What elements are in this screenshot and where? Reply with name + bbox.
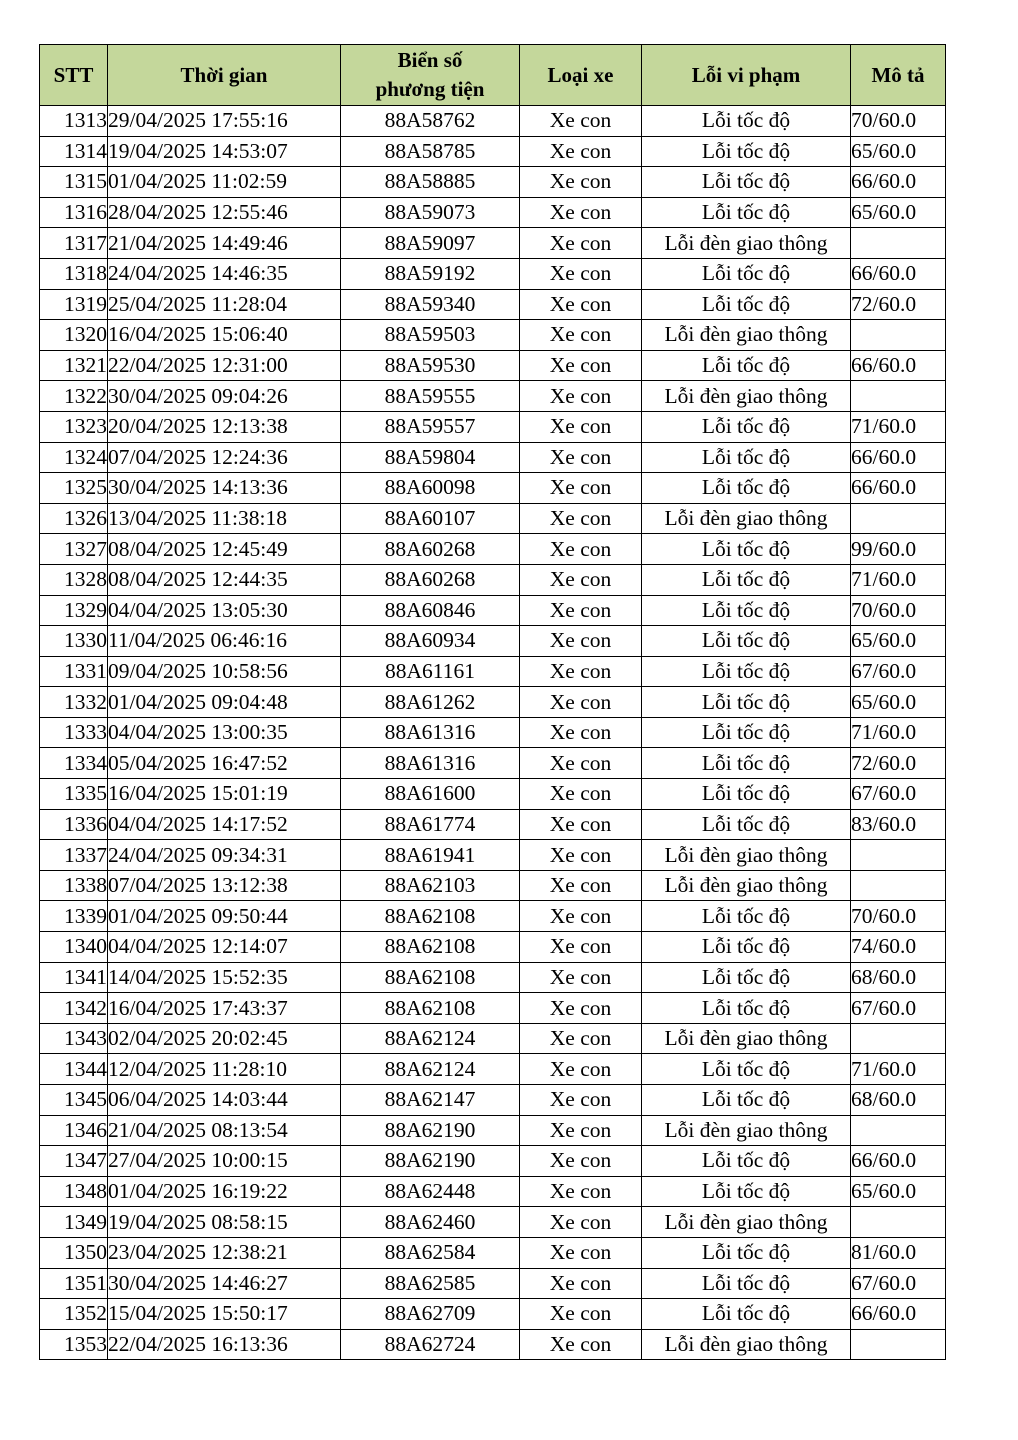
cell-time: 02/04/2025 20:02:45 <box>108 1023 341 1054</box>
table-row <box>40 442 946 473</box>
cell-stt: 1342 <box>40 993 108 1024</box>
cell-time: 09/04/2025 10:58:56 <box>108 656 341 687</box>
cell-violation: Lỗi đèn giao thông <box>642 228 851 259</box>
cell-description: 74/60.0 <box>851 932 946 963</box>
table-row <box>40 1237 946 1268</box>
cell-time: 05/04/2025 16:47:52 <box>108 748 341 779</box>
table-row <box>40 687 946 718</box>
cell-plate: 88A59503 <box>341 320 520 351</box>
cell-plate: 88A62709 <box>341 1299 520 1330</box>
cell-vehicle-type: Xe con <box>520 534 642 565</box>
cell-vehicle-type: Xe con <box>520 1299 642 1330</box>
cell-stt: 1334 <box>40 748 108 779</box>
cell-plate: 88A58885 <box>341 167 520 198</box>
cell-stt: 1316 <box>40 197 108 228</box>
cell-violation: Lỗi đèn giao thông <box>642 1023 851 1054</box>
cell-time: 25/04/2025 11:28:04 <box>108 289 341 320</box>
cell-description: 72/60.0 <box>851 748 946 779</box>
cell-vehicle-type: Xe con <box>520 258 642 289</box>
cell-violation: Lỗi tốc độ <box>642 687 851 718</box>
cell-description <box>851 320 946 351</box>
table-row <box>40 258 946 289</box>
table-row <box>40 1299 946 1330</box>
cell-vehicle-type: Xe con <box>520 595 642 626</box>
cell-violation: Lỗi đèn giao thông <box>642 1207 851 1238</box>
cell-violation: Lỗi tốc độ <box>642 1299 851 1330</box>
cell-description <box>851 1023 946 1054</box>
table-row <box>40 1085 946 1116</box>
cell-description: 70/60.0 <box>851 901 946 932</box>
table-row <box>40 962 946 993</box>
cell-vehicle-type: Xe con <box>520 1085 642 1116</box>
cell-violation: Lỗi đèn giao thông <box>642 870 851 901</box>
cell-description <box>851 840 946 871</box>
cell-plate: 88A62190 <box>341 1115 520 1146</box>
cell-stt: 1331 <box>40 656 108 687</box>
cell-stt: 1341 <box>40 962 108 993</box>
table-row <box>40 1146 946 1177</box>
cell-time: 24/04/2025 09:34:31 <box>108 840 341 871</box>
table-row <box>40 932 946 963</box>
cell-plate: 88A59073 <box>341 197 520 228</box>
cell-plate: 88A62108 <box>341 993 520 1024</box>
cell-description: 67/60.0 <box>851 656 946 687</box>
cell-plate: 88A61316 <box>341 748 520 779</box>
header-plate-line1: Biển số <box>397 48 463 72</box>
cell-time: 11/04/2025 06:46:16 <box>108 626 341 657</box>
cell-plate: 88A62190 <box>341 1146 520 1177</box>
cell-stt: 1336 <box>40 809 108 840</box>
cell-description: 71/60.0 <box>851 717 946 748</box>
cell-description: 68/60.0 <box>851 962 946 993</box>
cell-time: 15/04/2025 15:50:17 <box>108 1299 341 1330</box>
cell-violation: Lỗi tốc độ <box>642 473 851 504</box>
header-vehicle-type: Loại xe <box>520 45 642 106</box>
cell-plate: 88A59555 <box>341 381 520 412</box>
cell-violation: Lỗi tốc độ <box>642 1085 851 1116</box>
cell-violation: Lỗi tốc độ <box>642 656 851 687</box>
cell-stt: 1348 <box>40 1176 108 1207</box>
cell-plate: 88A59804 <box>341 442 520 473</box>
cell-violation: Lỗi tốc độ <box>642 717 851 748</box>
cell-plate: 88A61600 <box>341 779 520 810</box>
cell-description <box>851 1329 946 1360</box>
cell-violation: Lỗi tốc độ <box>642 258 851 289</box>
cell-stt: 1325 <box>40 473 108 504</box>
cell-description: 65/60.0 <box>851 1176 946 1207</box>
cell-time: 14/04/2025 15:52:35 <box>108 962 341 993</box>
cell-vehicle-type: Xe con <box>520 932 642 963</box>
cell-time: 08/04/2025 12:45:49 <box>108 534 341 565</box>
cell-stt: 1337 <box>40 840 108 871</box>
cell-time: 30/04/2025 14:46:27 <box>108 1268 341 1299</box>
cell-description: 83/60.0 <box>851 809 946 840</box>
cell-stt: 1345 <box>40 1085 108 1116</box>
cell-vehicle-type: Xe con <box>520 626 642 657</box>
cell-stt: 1343 <box>40 1023 108 1054</box>
cell-description: 66/60.0 <box>851 1299 946 1330</box>
cell-stt: 1317 <box>40 228 108 259</box>
cell-stt: 1315 <box>40 167 108 198</box>
cell-time: 04/04/2025 14:17:52 <box>108 809 341 840</box>
cell-violation: Lỗi tốc độ <box>642 167 851 198</box>
cell-stt: 1313 <box>40 106 108 137</box>
cell-time: 13/04/2025 11:38:18 <box>108 503 341 534</box>
cell-vehicle-type: Xe con <box>520 1176 642 1207</box>
cell-plate: 88A60098 <box>341 473 520 504</box>
cell-vehicle-type: Xe con <box>520 1054 642 1085</box>
cell-time: 01/04/2025 09:50:44 <box>108 901 341 932</box>
cell-violation: Lỗi tốc độ <box>642 411 851 442</box>
cell-time: 04/04/2025 12:14:07 <box>108 932 341 963</box>
cell-violation: Lỗi tốc độ <box>642 442 851 473</box>
cell-stt: 1322 <box>40 381 108 412</box>
header-row <box>40 45 946 106</box>
table-row <box>40 809 946 840</box>
cell-time: 21/04/2025 14:49:46 <box>108 228 341 259</box>
cell-vehicle-type: Xe con <box>520 748 642 779</box>
cell-vehicle-type: Xe con <box>520 870 642 901</box>
cell-description: 67/60.0 <box>851 1268 946 1299</box>
table-row <box>40 595 946 626</box>
table-row <box>40 1115 946 1146</box>
cell-vehicle-type: Xe con <box>520 901 642 932</box>
cell-plate: 88A61316 <box>341 717 520 748</box>
cell-vehicle-type: Xe con <box>520 136 642 167</box>
cell-description: 65/60.0 <box>851 626 946 657</box>
cell-vehicle-type: Xe con <box>520 167 642 198</box>
cell-vehicle-type: Xe con <box>520 350 642 381</box>
cell-time: 30/04/2025 14:13:36 <box>108 473 341 504</box>
cell-vehicle-type: Xe con <box>520 106 642 137</box>
cell-vehicle-type: Xe con <box>520 962 642 993</box>
cell-stt: 1338 <box>40 870 108 901</box>
cell-stt: 1329 <box>40 595 108 626</box>
cell-stt: 1351 <box>40 1268 108 1299</box>
table-row <box>40 473 946 504</box>
cell-stt: 1332 <box>40 687 108 718</box>
cell-plate: 88A59097 <box>341 228 520 259</box>
cell-description: 66/60.0 <box>851 442 946 473</box>
cell-violation: Lỗi tốc độ <box>642 197 851 228</box>
cell-plate: 88A62124 <box>341 1023 520 1054</box>
cell-stt: 1339 <box>40 901 108 932</box>
header-plate-line2: phương tiện <box>375 77 485 101</box>
cell-stt: 1328 <box>40 564 108 595</box>
cell-description: 81/60.0 <box>851 1237 946 1268</box>
cell-plate: 88A62103 <box>341 870 520 901</box>
table-row <box>40 626 946 657</box>
violations-table <box>39 44 946 1360</box>
cell-description: 70/60.0 <box>851 595 946 626</box>
header-violation: Lỗi vi phạm <box>642 45 851 106</box>
cell-stt: 1327 <box>40 534 108 565</box>
cell-plate: 88A59557 <box>341 411 520 442</box>
cell-time: 29/04/2025 17:55:16 <box>108 106 341 137</box>
header-stt: STT <box>40 45 108 106</box>
cell-time: 08/04/2025 12:44:35 <box>108 564 341 595</box>
cell-description <box>851 870 946 901</box>
cell-violation: Lỗi tốc độ <box>642 1268 851 1299</box>
cell-stt: 1353 <box>40 1329 108 1360</box>
table-row <box>40 656 946 687</box>
table-row <box>40 1054 946 1085</box>
cell-violation: Lỗi tốc độ <box>642 993 851 1024</box>
cell-violation: Lỗi tốc độ <box>642 962 851 993</box>
cell-plate: 88A62584 <box>341 1237 520 1268</box>
table-row <box>40 840 946 871</box>
cell-description: 65/60.0 <box>851 687 946 718</box>
cell-violation: Lỗi tốc độ <box>642 1054 851 1085</box>
table-row <box>40 289 946 320</box>
cell-violation: Lỗi tốc độ <box>642 534 851 565</box>
cell-violation: Lỗi tốc độ <box>642 1146 851 1177</box>
cell-plate: 88A60107 <box>341 503 520 534</box>
cell-violation: Lỗi tốc độ <box>642 932 851 963</box>
cell-time: 20/04/2025 12:13:38 <box>108 411 341 442</box>
cell-time: 01/04/2025 16:19:22 <box>108 1176 341 1207</box>
cell-description <box>851 381 946 412</box>
cell-stt: 1333 <box>40 717 108 748</box>
cell-violation: Lỗi tốc độ <box>642 626 851 657</box>
table-row <box>40 228 946 259</box>
cell-violation: Lỗi đèn giao thông <box>642 503 851 534</box>
table-row <box>40 564 946 595</box>
cell-plate: 88A62147 <box>341 1085 520 1116</box>
cell-stt: 1344 <box>40 1054 108 1085</box>
cell-violation: Lỗi đèn giao thông <box>642 1329 851 1360</box>
cell-vehicle-type: Xe con <box>520 687 642 718</box>
cell-vehicle-type: Xe con <box>520 1237 642 1268</box>
cell-vehicle-type: Xe con <box>520 1329 642 1360</box>
table-row <box>40 779 946 810</box>
header-time: Thời gian <box>108 45 341 106</box>
cell-violation: Lỗi tốc độ <box>642 595 851 626</box>
cell-description: 72/60.0 <box>851 289 946 320</box>
cell-plate: 88A61941 <box>341 840 520 871</box>
cell-violation: Lỗi tốc độ <box>642 779 851 810</box>
cell-violation: Lỗi đèn giao thông <box>642 1115 851 1146</box>
cell-violation: Lỗi tốc độ <box>642 564 851 595</box>
cell-vehicle-type: Xe con <box>520 1146 642 1177</box>
cell-description: 71/60.0 <box>851 564 946 595</box>
cell-time: 16/04/2025 15:06:40 <box>108 320 341 351</box>
cell-description: 68/60.0 <box>851 1085 946 1116</box>
table-header <box>40 45 946 106</box>
cell-time: 22/04/2025 16:13:36 <box>108 1329 341 1360</box>
cell-time: 01/04/2025 09:04:48 <box>108 687 341 718</box>
cell-stt: 1335 <box>40 779 108 810</box>
cell-description: 67/60.0 <box>851 993 946 1024</box>
cell-time: 19/04/2025 14:53:07 <box>108 136 341 167</box>
cell-plate: 88A62124 <box>341 1054 520 1085</box>
table-row <box>40 870 946 901</box>
cell-stt: 1323 <box>40 411 108 442</box>
cell-plate: 88A61161 <box>341 656 520 687</box>
table-row <box>40 136 946 167</box>
cell-stt: 1349 <box>40 1207 108 1238</box>
cell-violation: Lỗi tốc độ <box>642 289 851 320</box>
cell-description <box>851 228 946 259</box>
cell-plate: 88A62448 <box>341 1176 520 1207</box>
cell-stt: 1314 <box>40 136 108 167</box>
cell-stt: 1324 <box>40 442 108 473</box>
table-row <box>40 1207 946 1238</box>
cell-stt: 1340 <box>40 932 108 963</box>
cell-plate: 88A58762 <box>341 106 520 137</box>
cell-stt: 1330 <box>40 626 108 657</box>
cell-vehicle-type: Xe con <box>520 228 642 259</box>
cell-violation: Lỗi tốc độ <box>642 1176 851 1207</box>
cell-stt: 1326 <box>40 503 108 534</box>
cell-description <box>851 503 946 534</box>
cell-stt: 1352 <box>40 1299 108 1330</box>
cell-time: 07/04/2025 12:24:36 <box>108 442 341 473</box>
table-row <box>40 1023 946 1054</box>
table-row <box>40 993 946 1024</box>
cell-time: 28/04/2025 12:55:46 <box>108 197 341 228</box>
cell-plate: 88A60268 <box>341 534 520 565</box>
cell-vehicle-type: Xe con <box>520 1207 642 1238</box>
cell-stt: 1347 <box>40 1146 108 1177</box>
cell-plate: 88A59192 <box>341 258 520 289</box>
table-row <box>40 901 946 932</box>
cell-description <box>851 1115 946 1146</box>
cell-plate: 88A60846 <box>341 595 520 626</box>
cell-plate: 88A59340 <box>341 289 520 320</box>
cell-description: 70/60.0 <box>851 106 946 137</box>
header-plate <box>341 45 520 106</box>
cell-violation: Lỗi tốc độ <box>642 809 851 840</box>
cell-time: 04/04/2025 13:05:30 <box>108 595 341 626</box>
cell-vehicle-type: Xe con <box>520 1268 642 1299</box>
cell-time: 06/04/2025 14:03:44 <box>108 1085 341 1116</box>
cell-violation: Lỗi tốc độ <box>642 748 851 779</box>
cell-plate: 88A60934 <box>341 626 520 657</box>
cell-plate: 88A62108 <box>341 962 520 993</box>
cell-vehicle-type: Xe con <box>520 1023 642 1054</box>
cell-vehicle-type: Xe con <box>520 1115 642 1146</box>
cell-time: 27/04/2025 10:00:15 <box>108 1146 341 1177</box>
cell-vehicle-type: Xe con <box>520 840 642 871</box>
cell-vehicle-type: Xe con <box>520 809 642 840</box>
table-row <box>40 381 946 412</box>
cell-description: 66/60.0 <box>851 350 946 381</box>
cell-vehicle-type: Xe con <box>520 564 642 595</box>
cell-plate: 88A58785 <box>341 136 520 167</box>
cell-plate: 88A62724 <box>341 1329 520 1360</box>
cell-vehicle-type: Xe con <box>520 442 642 473</box>
cell-description: 71/60.0 <box>851 411 946 442</box>
table-body <box>40 106 946 1360</box>
cell-vehicle-type: Xe con <box>520 289 642 320</box>
cell-description: 71/60.0 <box>851 1054 946 1085</box>
cell-plate: 88A61262 <box>341 687 520 718</box>
cell-vehicle-type: Xe con <box>520 779 642 810</box>
cell-vehicle-type: Xe con <box>520 717 642 748</box>
table-row <box>40 350 946 381</box>
table-row <box>40 411 946 442</box>
table-row <box>40 748 946 779</box>
cell-description: 99/60.0 <box>851 534 946 565</box>
table-row <box>40 320 946 351</box>
cell-time: 16/04/2025 15:01:19 <box>108 779 341 810</box>
cell-violation: Lỗi đèn giao thông <box>642 320 851 351</box>
cell-plate: 88A61774 <box>341 809 520 840</box>
cell-stt: 1320 <box>40 320 108 351</box>
cell-violation: Lỗi tốc độ <box>642 901 851 932</box>
table-row <box>40 197 946 228</box>
cell-description <box>851 1207 946 1238</box>
cell-description: 66/60.0 <box>851 258 946 289</box>
cell-time: 30/04/2025 09:04:26 <box>108 381 341 412</box>
cell-violation: Lỗi tốc độ <box>642 106 851 137</box>
cell-stt: 1319 <box>40 289 108 320</box>
cell-description: 67/60.0 <box>851 779 946 810</box>
cell-vehicle-type: Xe con <box>520 473 642 504</box>
cell-stt: 1350 <box>40 1237 108 1268</box>
cell-time: 12/04/2025 11:28:10 <box>108 1054 341 1085</box>
cell-time: 21/04/2025 08:13:54 <box>108 1115 341 1146</box>
cell-vehicle-type: Xe con <box>520 993 642 1024</box>
table-row <box>40 106 946 137</box>
cell-stt: 1346 <box>40 1115 108 1146</box>
cell-time: 01/04/2025 11:02:59 <box>108 167 341 198</box>
cell-vehicle-type: Xe con <box>520 411 642 442</box>
cell-time: 23/04/2025 12:38:21 <box>108 1237 341 1268</box>
cell-vehicle-type: Xe con <box>520 197 642 228</box>
cell-description: 65/60.0 <box>851 136 946 167</box>
table-row <box>40 1268 946 1299</box>
cell-violation: Lỗi tốc độ <box>642 1237 851 1268</box>
cell-time: 24/04/2025 14:46:35 <box>108 258 341 289</box>
cell-description: 65/60.0 <box>851 197 946 228</box>
cell-vehicle-type: Xe con <box>520 320 642 351</box>
cell-stt: 1318 <box>40 258 108 289</box>
cell-violation: Lỗi đèn giao thông <box>642 381 851 412</box>
cell-violation: Lỗi tốc độ <box>642 350 851 381</box>
cell-violation: Lỗi tốc độ <box>642 136 851 167</box>
cell-vehicle-type: Xe con <box>520 381 642 412</box>
table-row <box>40 167 946 198</box>
cell-plate: 88A62108 <box>341 932 520 963</box>
table-row <box>40 717 946 748</box>
cell-plate: 88A59530 <box>341 350 520 381</box>
table-row <box>40 503 946 534</box>
cell-time: 04/04/2025 13:00:35 <box>108 717 341 748</box>
header-description: Mô tả <box>851 45 946 106</box>
cell-time: 16/04/2025 17:43:37 <box>108 993 341 1024</box>
cell-description: 66/60.0 <box>851 167 946 198</box>
cell-description: 66/60.0 <box>851 1146 946 1177</box>
cell-violation: Lỗi đèn giao thông <box>642 840 851 871</box>
cell-time: 19/04/2025 08:58:15 <box>108 1207 341 1238</box>
cell-plate: 88A62460 <box>341 1207 520 1238</box>
cell-description: 66/60.0 <box>851 473 946 504</box>
cell-plate: 88A60268 <box>341 564 520 595</box>
cell-vehicle-type: Xe con <box>520 656 642 687</box>
cell-time: 22/04/2025 12:31:00 <box>108 350 341 381</box>
cell-plate: 88A62108 <box>341 901 520 932</box>
table-row <box>40 1329 946 1360</box>
cell-time: 07/04/2025 13:12:38 <box>108 870 341 901</box>
cell-plate: 88A62585 <box>341 1268 520 1299</box>
cell-vehicle-type: Xe con <box>520 503 642 534</box>
cell-stt: 1321 <box>40 350 108 381</box>
table-row <box>40 1176 946 1207</box>
table-row <box>40 534 946 565</box>
